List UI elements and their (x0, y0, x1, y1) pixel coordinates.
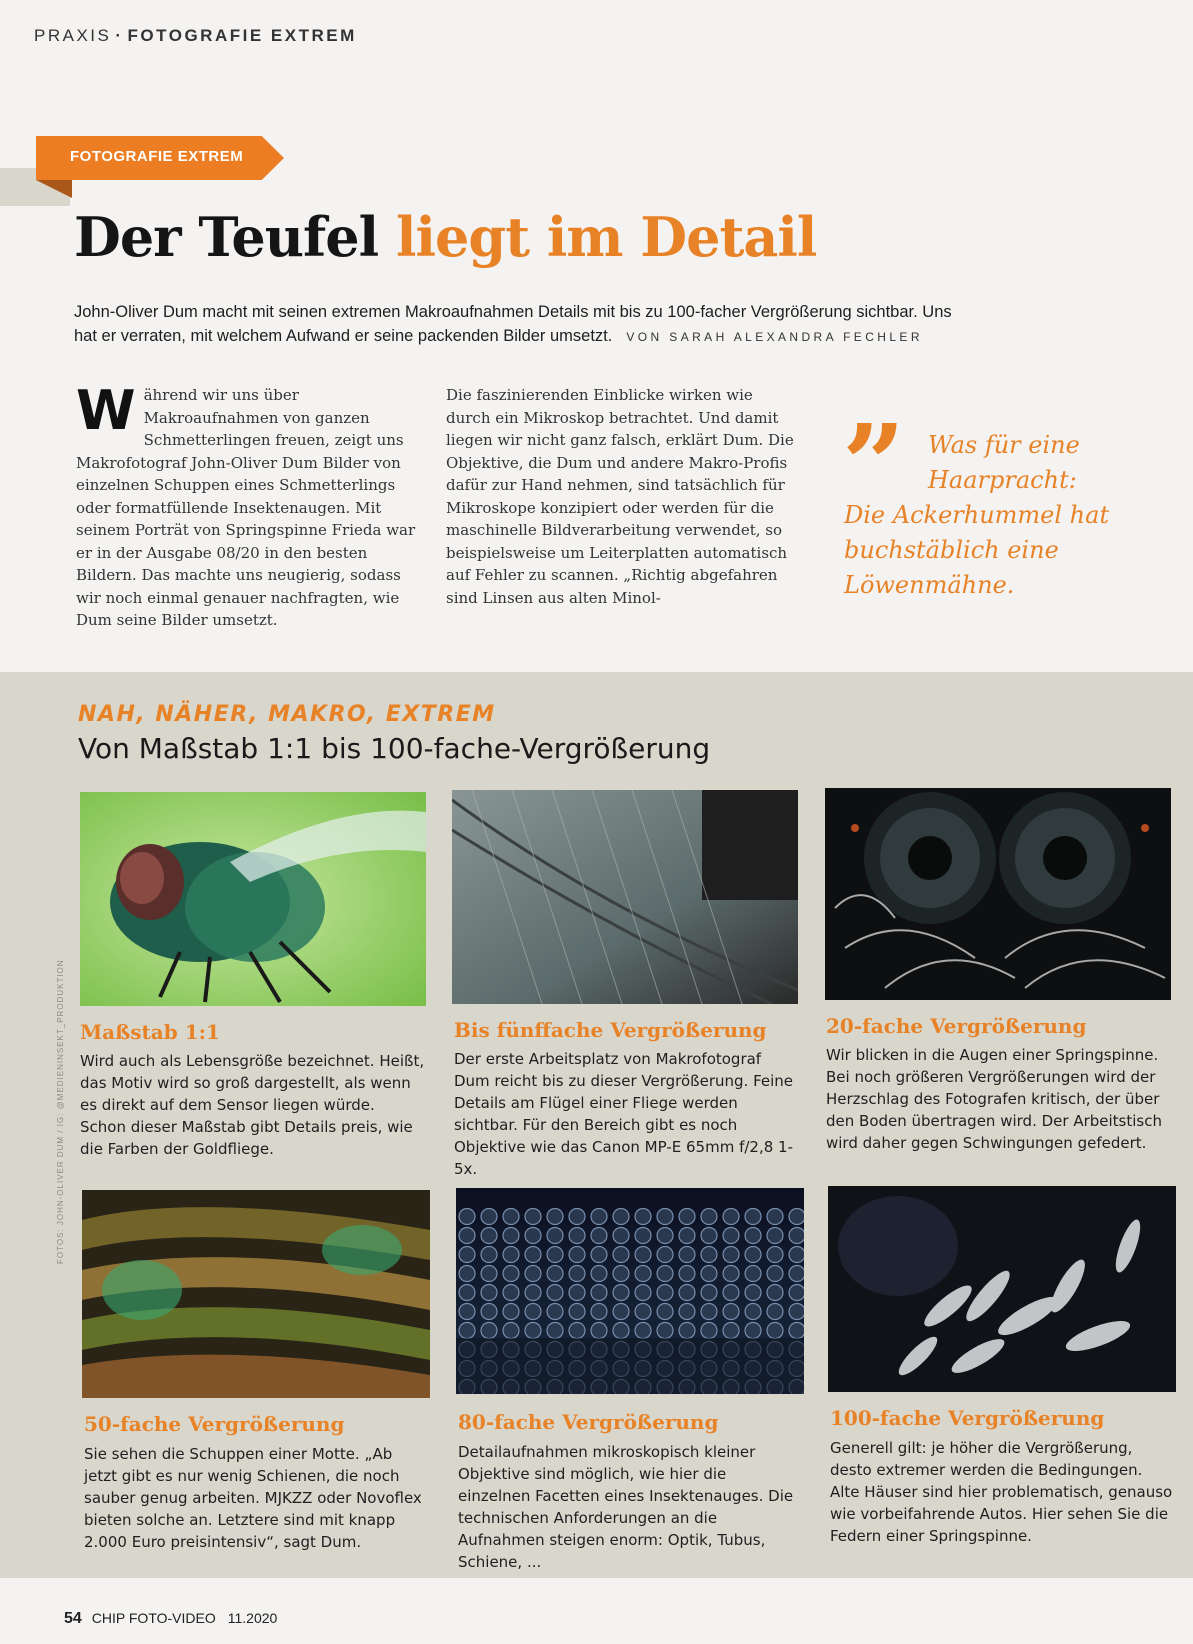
byline: VON SARAH ALEXANDRA FECHLER (626, 330, 923, 344)
caption-title-5: 80-fache Vergrößerung (458, 1410, 719, 1434)
caption-text-1: Wird auch als Lebensgröße bezeichnet. Heißt, das Motiv wird so groß dargestellt, als wenn es direkt auf dem Sensor liegen würde. Schon dieser Maßstab gibt Details preis, wie die Farben der Goldfliege. (80, 1052, 425, 1158)
separator-dot: · (115, 26, 124, 45)
caption-title-3: 20-fache Vergrößerung (826, 1014, 1087, 1038)
caption-title-6: 100-fache Vergrößerung (830, 1406, 1105, 1430)
page-number: 54 (64, 1610, 82, 1627)
lead-text: John-Oliver Dum macht mit seinen extremen Makroaufnahmen Details mit bis zu 100-facher Vergrößerung sichtbar. Uns hat er verraten, mit welchem Aufwand er seine packenden Bilder umsetzt. (74, 303, 952, 345)
spider-feathers-image (828, 1186, 1176, 1392)
compound-eye-photo (456, 1188, 804, 1394)
spider-eyes-image (825, 788, 1171, 1000)
quote-rest: Die Ackerhummel hat buchstäblich eine Löwenmähne. (844, 501, 1110, 599)
pull-quote (844, 428, 1144, 603)
compound-eye-image (456, 1188, 804, 1394)
caption-title-4: 50-fache Vergrößerung (84, 1412, 345, 1436)
page-footer (64, 1610, 277, 1628)
quote-line-1: Was für eine (928, 431, 1080, 459)
issue-date: 11.2020 (227, 1610, 278, 1626)
article-headline (74, 205, 816, 269)
caption-title-2: Bis fünffache Vergrößerung (454, 1018, 767, 1042)
goldfly-photo (80, 792, 426, 1006)
headline-part1: Der Teufel (74, 205, 396, 269)
topic-label: FOTOGRAFIE EXTREM (127, 26, 357, 45)
goldfly-image (80, 792, 426, 1006)
quote-mark-icon: ” (842, 400, 906, 529)
section-label: PRAXIS (34, 26, 112, 45)
caption-text-2: Der erste Arbeitsplatz von Makrofotograf Dum reicht bis zu dieser Vergrößerung. Feine Details am Flügel einer Fliege werden sichtbar. Für den Bereich gibt es noch Objektive wie das Canon MP-E 65mm f/2,8 1-5x. (454, 1050, 794, 1178)
moth-scales-image (82, 1190, 430, 1398)
caption-title-1: Maßstab 1:1 (80, 1020, 220, 1044)
fly-wing-photo (452, 790, 798, 1004)
body-column-1 (76, 379, 424, 632)
body-column-2 (446, 384, 798, 609)
spider-feathers-photo (828, 1186, 1176, 1392)
article-lead (74, 300, 974, 349)
caption-text-6: Generell gilt: je höher die Vergrößerung, desto extremer werden die Bedingungen. Alte Häuser sind hier problematisch, genauso wie vorbeifahrende Autos. Hier sehen Sie die Federn einer Springspinne. (830, 1439, 1173, 1545)
box-title: Von Maßstab 1:1 bis 100-fache-Vergrößerung (78, 732, 711, 765)
headline-accent: liegt im Detail (395, 205, 817, 269)
category-tag-label: FOTOGRAFIE EXTREM (70, 148, 244, 165)
running-head (34, 26, 357, 46)
body-text-2: Die faszinierenden Einblicke wirken wie durch ein Mikroskop betrachtet. Und damit liegen wir nicht ganz falsch, erklärt Dum. Die Objektive, die Dum und andere Makro-Profis dafür zur Hand nehmen, sind tatsächlich für Mikroskope konzipiert oder werden für die maschinelle Bildverarbeitung verwendet, so beispielsweise um Leiterplatten automatisch auf Fehler zu scannen. „Richtig abgefahren sind Linsen aus alten Minol- (446, 386, 794, 607)
fly-wing-image (452, 790, 798, 1004)
tag-fold (36, 180, 72, 198)
box-kicker: NAH, NÄHER, MAKRO, EXTREM (78, 702, 496, 727)
caption-text-4: Sie sehen die Schuppen einer Motte. „Ab jetzt gibt es nur wenig Schienen, die noch sauber genug arbeiten. MJKZZ oder Novoflex bieten solche an. Letztere sind mit knapp 2.000 Euro preisintensiv“, sagt Dum. (84, 1445, 422, 1551)
quote-line-2: Haarpracht: (928, 466, 1077, 494)
drop-cap: W (76, 379, 136, 442)
caption-text-5: Detailaufnahmen mikroskopisch kleiner Objektive sind möglich, wie hier die einzelnen Facetten eines Insektenauges. Die technischen Anforderungen an die Aufnahmen steigen enorm: Optik, Tubus, Schiene, ... (458, 1443, 794, 1571)
magazine-name: CHIP FOTO-VIDEO (91, 1610, 216, 1626)
caption-text-3: Wir blicken in die Augen einer Springspinne. Bei noch größeren Vergrößerungen wird der Herzschlag des Fotografen kritisch, der über den Boden übertragen wird. Der Arbeitstisch wird daher gegen Schwingungen gefedert. (826, 1046, 1162, 1152)
photo-credit: FOTOS: JOHN-OLIVER DUM / IG: @MEDIENINSEKT_PRODUKTION (56, 959, 65, 1264)
jumping-spider-eyes-photo (825, 788, 1171, 1000)
moth-scales-photo (82, 1190, 430, 1398)
body-text-1: ährend wir uns über Makroaufnahmen von ganzen Schmetterlingen freuen, zeigt uns Makrofotograf John-Oliver Dum Bilder von einzelnen Schuppen eines Schmetterlings oder formatfüllende Insektenaugen. Mit seinem Porträt von Springspinne Frieda war er in der Ausgabe 08/20 in den besten Bildern. Das machte uns neugierig, sodass wir noch einmal genauer nachfragten, wie Dum seine Bilder umsetzt. (76, 386, 416, 629)
